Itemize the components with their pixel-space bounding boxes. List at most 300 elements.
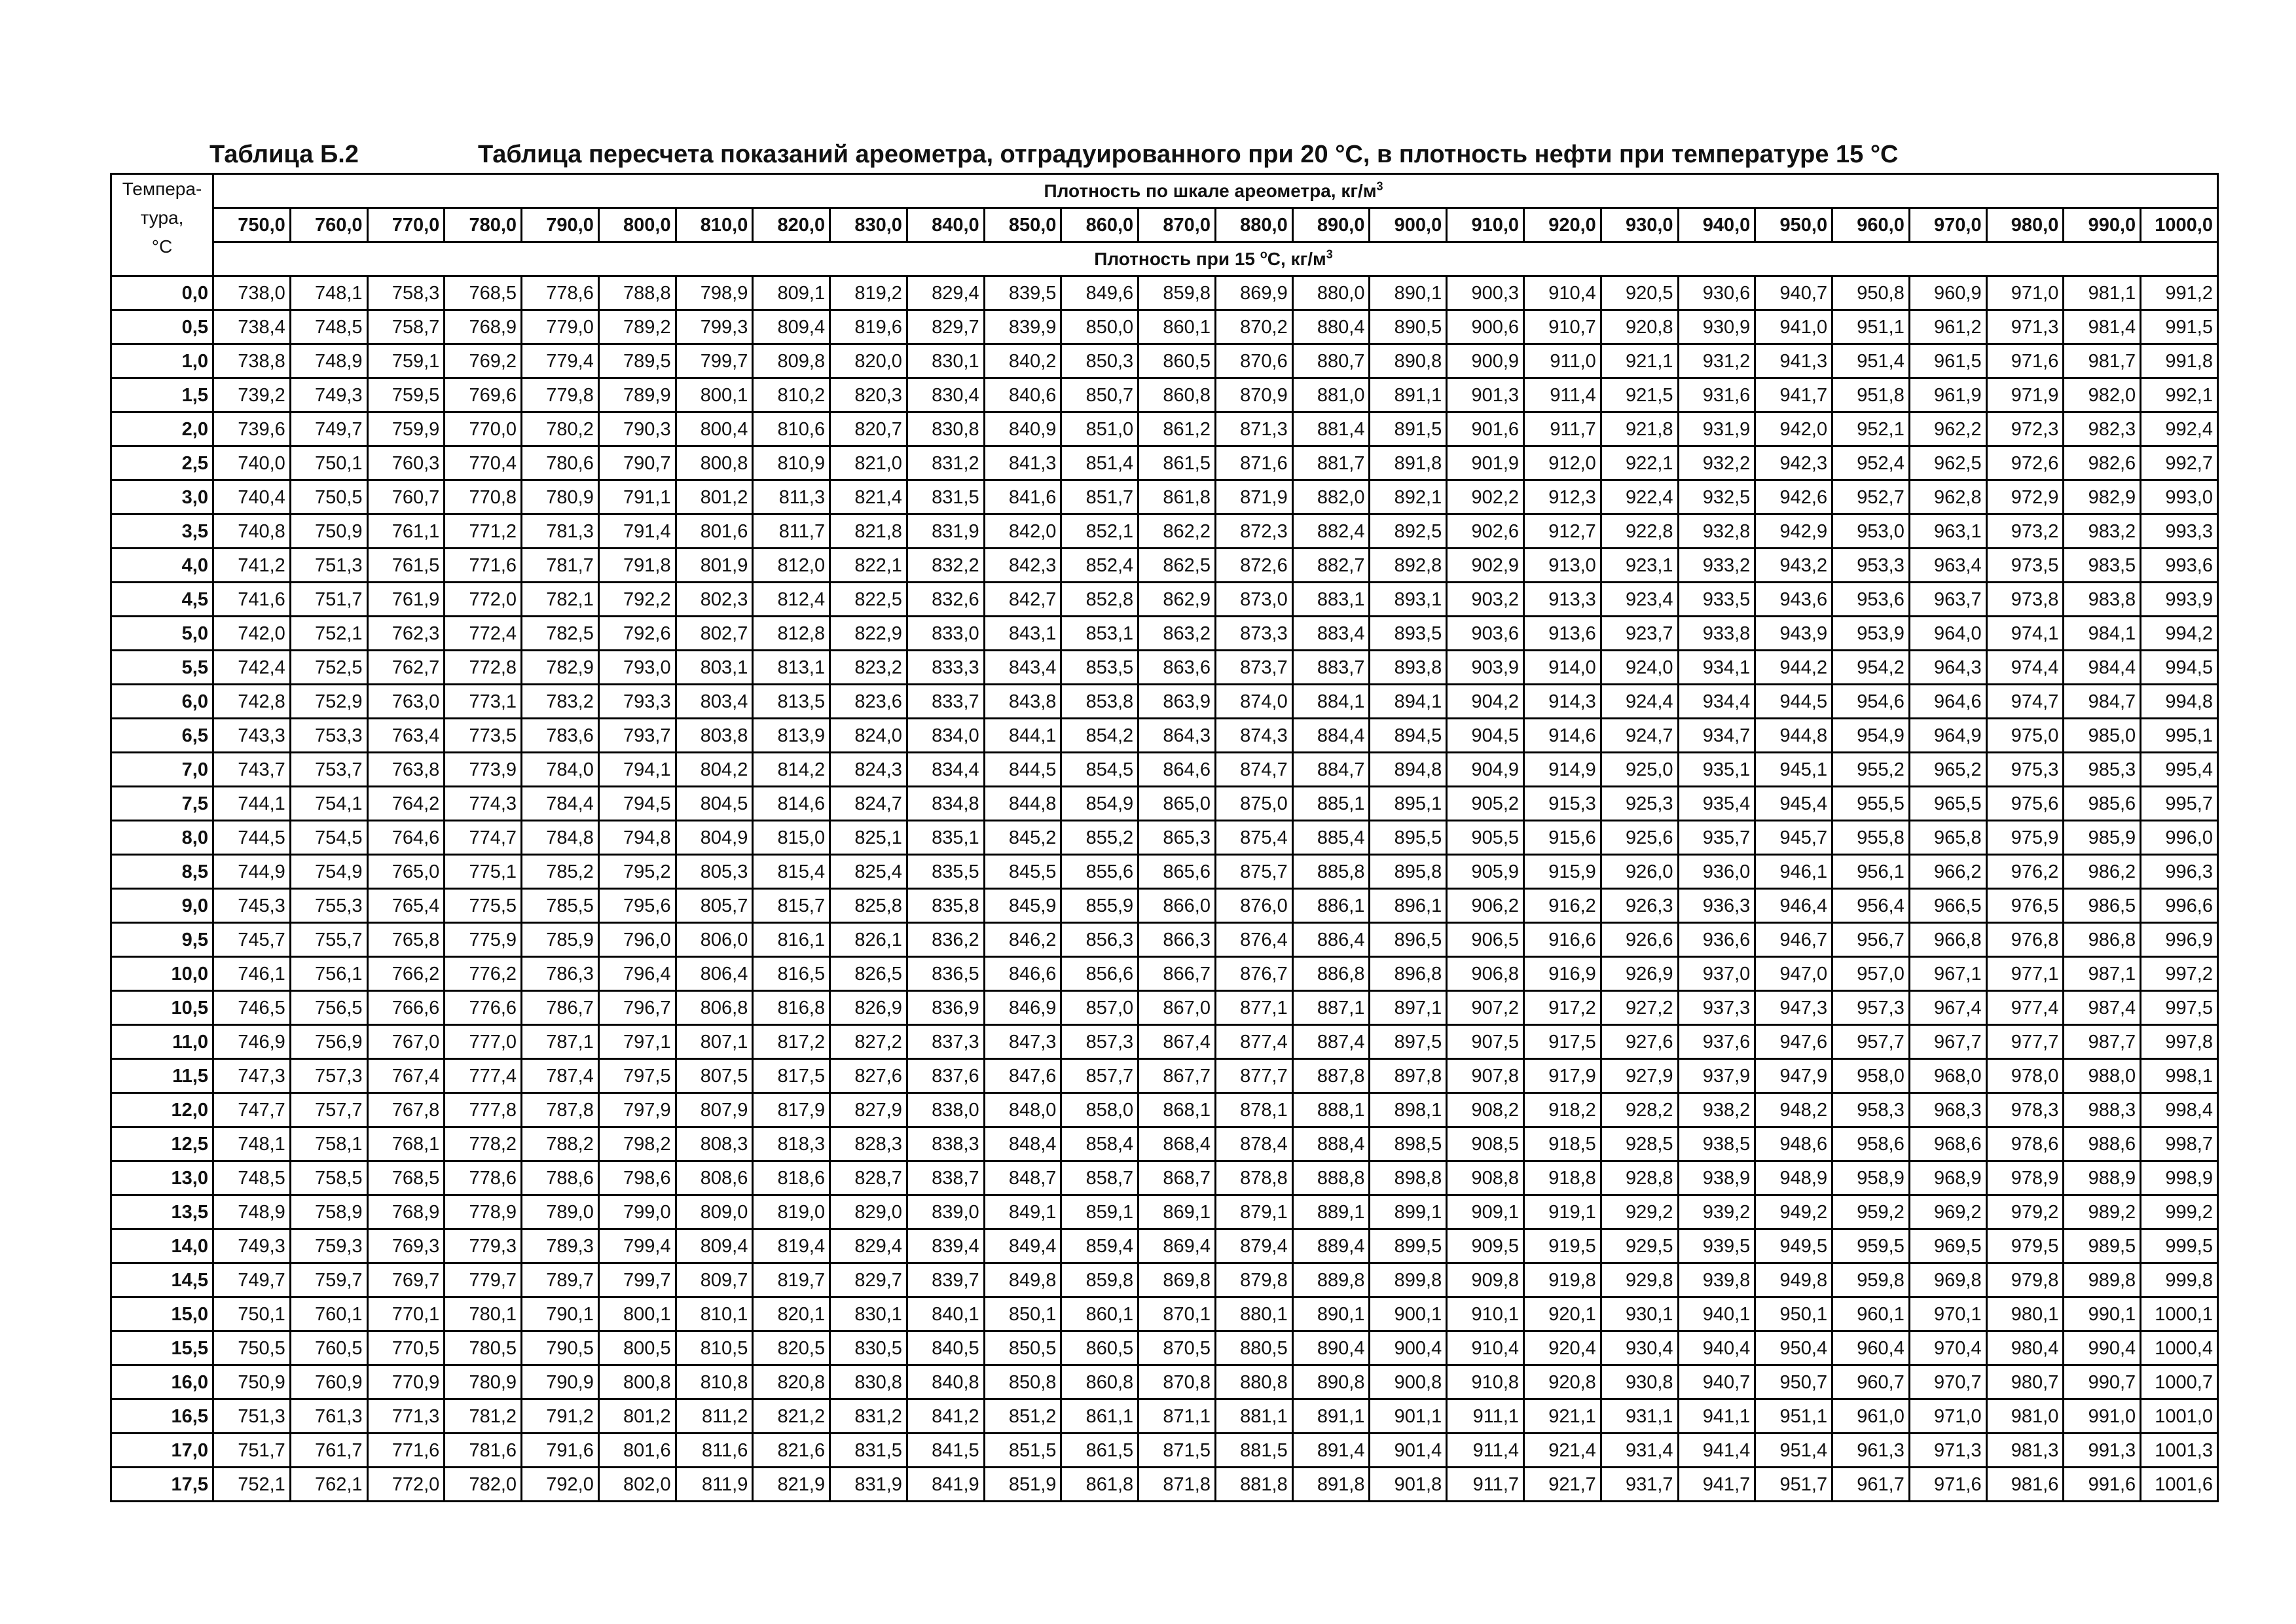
density-cell: 790,7 [598, 446, 676, 480]
column-header: 900,0 [1370, 208, 1447, 242]
density-cell: 958,9 [1832, 1161, 1910, 1195]
density-cell: 950,4 [1755, 1331, 1832, 1365]
density-cell: 850,7 [1061, 378, 1139, 412]
density-cell: 872,3 [1215, 514, 1292, 549]
column-header: 860,0 [1061, 208, 1139, 242]
density-cell: 866,0 [1139, 889, 1216, 923]
density-cell: 796,4 [598, 957, 676, 991]
table-row [111, 344, 2218, 378]
density-15c-header-deg: o [1260, 247, 1267, 261]
density-cell: 950,8 [1832, 276, 1910, 310]
density-cell: 839,9 [984, 310, 1061, 344]
density-cell: 816,8 [753, 991, 830, 1025]
density-cell: 779,0 [522, 310, 599, 344]
density-cell: 984,7 [2064, 685, 2141, 719]
density-cell: 742,4 [213, 651, 291, 685]
density-cell: 820,8 [753, 1365, 830, 1399]
density-cell: 880,0 [1292, 276, 1370, 310]
density-cell: 809,1 [753, 276, 830, 310]
density-cell: 764,6 [367, 821, 445, 855]
density-cell: 856,6 [1061, 957, 1139, 991]
density-cell: 826,5 [830, 957, 907, 991]
table-row [111, 276, 2218, 310]
density-cell: 809,4 [753, 310, 830, 344]
density-cell: 774,7 [445, 821, 522, 855]
density-cell: 861,5 [1139, 446, 1216, 480]
density-cell: 781,3 [522, 514, 599, 549]
density-cell: 758,1 [290, 1127, 367, 1161]
density-cell: 954,9 [1832, 719, 1910, 753]
density-cell: 896,8 [1370, 957, 1447, 991]
density-cell: 961,9 [1909, 378, 1986, 412]
density-cell: 863,2 [1139, 617, 1216, 651]
density-cell: 876,7 [1215, 957, 1292, 991]
density-cell: 985,9 [2064, 821, 2141, 855]
density-cell: 859,4 [1061, 1229, 1139, 1263]
density-cell: 787,4 [522, 1059, 599, 1093]
density-cell: 806,8 [676, 991, 753, 1025]
density-cell: 928,5 [1601, 1127, 1678, 1161]
density-cell: 749,7 [213, 1263, 291, 1297]
density-cell: 971,9 [1986, 378, 2064, 412]
density-cell: 857,0 [1061, 991, 1139, 1025]
density-cell: 870,1 [1139, 1297, 1216, 1331]
density-cell: 801,9 [676, 549, 753, 583]
density-cell: 781,2 [445, 1399, 522, 1434]
density-cell: 960,9 [1909, 276, 1986, 310]
column-header: 780,0 [445, 208, 522, 242]
density-cell: 827,2 [830, 1025, 907, 1059]
density-cell: 804,2 [676, 753, 753, 787]
density-cell: 978,9 [1986, 1161, 2064, 1195]
density-cell: 841,6 [984, 480, 1061, 514]
density-cell: 880,4 [1292, 310, 1370, 344]
density-cell: 797,9 [598, 1093, 676, 1127]
density-cell: 864,6 [1139, 753, 1216, 787]
density-cell: 838,0 [907, 1093, 984, 1127]
density-cell: 976,2 [1986, 855, 2064, 889]
density-cell: 751,3 [290, 549, 367, 583]
density-cell: 865,3 [1139, 821, 1216, 855]
density-cell: 920,8 [1524, 1365, 1601, 1399]
density-cell: 881,0 [1292, 378, 1370, 412]
density-cell: 810,9 [753, 446, 830, 480]
density-cell: 972,3 [1986, 412, 2064, 446]
density-cell: 891,5 [1370, 412, 1447, 446]
density-cell: 890,1 [1292, 1297, 1370, 1331]
density-cell: 891,1 [1292, 1399, 1370, 1434]
density-cell: 940,7 [1678, 1365, 1755, 1399]
density-cell: 789,2 [598, 310, 676, 344]
density-cell: 827,6 [830, 1059, 907, 1093]
density-cell: 991,3 [2064, 1434, 2141, 1468]
density-cell: 941,7 [1755, 378, 1832, 412]
density-cell: 820,1 [753, 1297, 830, 1331]
density-cell: 775,1 [445, 855, 522, 889]
density-cell: 970,7 [1909, 1365, 1986, 1399]
density-cell: 905,5 [1447, 821, 1524, 855]
density-cell: 843,4 [984, 651, 1061, 685]
density-cell: 745,7 [213, 923, 291, 957]
density-cell: 925,0 [1601, 753, 1678, 787]
column-header: 840,0 [907, 208, 984, 242]
table-row [111, 1161, 2218, 1195]
density-cell: 938,5 [1678, 1127, 1755, 1161]
density-cell: 756,5 [290, 991, 367, 1025]
density-cell: 952,4 [1832, 446, 1910, 480]
density-cell: 793,3 [598, 685, 676, 719]
density-cell: 756,1 [290, 957, 367, 991]
density-cell: 785,2 [522, 855, 599, 889]
density-cell: 880,7 [1292, 344, 1370, 378]
density-cell: 768,5 [445, 276, 522, 310]
density-cell: 995,4 [2141, 753, 2218, 787]
density-cell: 848,7 [984, 1161, 1061, 1195]
table-title: Таблица пересчета показаний ареометра, отградуированного при 20 °C, в плотность нефти при температуре 15 °C [478, 141, 1899, 168]
density-cell: 977,4 [1986, 991, 2064, 1025]
column-header: 800,0 [598, 208, 676, 242]
density-cell: 761,7 [290, 1434, 367, 1468]
density-cell: 836,2 [907, 923, 984, 957]
density-cell: 845,2 [984, 821, 1061, 855]
density-cell: 753,3 [290, 719, 367, 753]
density-cell: 843,1 [984, 617, 1061, 651]
density-cell: 906,5 [1447, 923, 1524, 957]
density-cell: 955,2 [1832, 753, 1910, 787]
density-cell: 829,0 [830, 1195, 907, 1229]
density-cell: 840,8 [907, 1365, 984, 1399]
density-cell: 799,4 [598, 1229, 676, 1263]
density-cell: 870,8 [1139, 1365, 1216, 1399]
density-cell: 980,4 [1986, 1331, 2064, 1365]
density-cell: 759,7 [290, 1263, 367, 1297]
density-cell: 978,3 [1986, 1093, 2064, 1127]
density-cell: 810,6 [753, 412, 830, 446]
density-cell: 861,2 [1139, 412, 1216, 446]
density-cell: 757,7 [290, 1093, 367, 1127]
density-cell: 792,6 [598, 617, 676, 651]
density-cell: 932,8 [1678, 514, 1755, 549]
density-cell: 814,6 [753, 787, 830, 821]
density-cell: 832,2 [907, 549, 984, 583]
table-row [111, 1263, 2218, 1297]
density-cell: 839,5 [984, 276, 1061, 310]
density-cell: 760,9 [290, 1365, 367, 1399]
density-cell: 981,3 [1986, 1434, 2064, 1468]
density-cell: 863,9 [1139, 685, 1216, 719]
temperature-cell: 10,0 [111, 957, 213, 991]
density-cell: 763,8 [367, 753, 445, 787]
table-row [111, 1195, 2218, 1229]
density-cell: 966,8 [1909, 923, 1986, 957]
density-cell: 995,1 [2141, 719, 2218, 753]
density-cell: 769,6 [445, 378, 522, 412]
density-cell: 780,5 [445, 1331, 522, 1365]
density-cell: 830,5 [830, 1331, 907, 1365]
density-cell: 841,3 [984, 446, 1061, 480]
density-cell: 758,9 [290, 1195, 367, 1229]
density-cell: 898,1 [1370, 1093, 1447, 1127]
density-cell: 853,1 [1061, 617, 1139, 651]
density-cell: 846,2 [984, 923, 1061, 957]
density-cell: 871,6 [1215, 446, 1292, 480]
density-cell: 845,9 [984, 889, 1061, 923]
density-cell: 924,0 [1601, 651, 1678, 685]
density-cell: 763,4 [367, 719, 445, 753]
density-cell: 750,1 [213, 1297, 291, 1331]
density-cell: 968,0 [1909, 1059, 1986, 1093]
column-header: 790,0 [522, 208, 599, 242]
density-cell: 795,2 [598, 855, 676, 889]
density-cell: 801,6 [676, 514, 753, 549]
density-cell: 941,1 [1678, 1399, 1755, 1434]
density-cell: 991,8 [2141, 344, 2218, 378]
density-cell: 883,4 [1292, 617, 1370, 651]
density-cell: 962,8 [1909, 480, 1986, 514]
density-cell: 992,4 [2141, 412, 2218, 446]
density-cell: 964,0 [1909, 617, 1986, 651]
density-cell: 820,7 [830, 412, 907, 446]
density-cell: 789,3 [522, 1229, 599, 1263]
density-cell: 918,2 [1524, 1093, 1601, 1127]
density-cell: 851,7 [1061, 480, 1139, 514]
density-cell: 848,0 [984, 1093, 1061, 1127]
column-header: 980,0 [1986, 208, 2064, 242]
density-cell: 761,5 [367, 549, 445, 583]
density-cell: 894,5 [1370, 719, 1447, 753]
table-row [111, 1297, 2218, 1331]
density-cell: 945,4 [1755, 787, 1832, 821]
density-cell: 889,8 [1292, 1263, 1370, 1297]
density-cell: 979,2 [1986, 1195, 2064, 1229]
density-cell: 744,9 [213, 855, 291, 889]
density-cell: 801,2 [598, 1399, 676, 1434]
density-cell: 947,3 [1755, 991, 1832, 1025]
density-cell: 911,1 [1447, 1399, 1524, 1434]
density-cell: 850,5 [984, 1331, 1061, 1365]
density-cell: 849,4 [984, 1229, 1061, 1263]
density-cell: 967,1 [1909, 957, 1986, 991]
temperature-cell: 15,5 [111, 1331, 213, 1365]
density-cell: 886,1 [1292, 889, 1370, 923]
density-cell: 751,7 [213, 1434, 291, 1468]
density-cell: 912,7 [1524, 514, 1601, 549]
density-cell: 991,2 [2141, 276, 2218, 310]
density-cell: 750,9 [213, 1365, 291, 1399]
density-cell: 950,1 [1755, 1297, 1832, 1331]
density-cell: 821,6 [753, 1434, 830, 1468]
density-cell: 744,5 [213, 821, 291, 855]
density-cell: 961,2 [1909, 310, 1986, 344]
density-cell: 834,4 [907, 753, 984, 787]
density-cell: 971,3 [1986, 310, 2064, 344]
column-header: 850,0 [984, 208, 1061, 242]
density-cell: 870,9 [1215, 378, 1292, 412]
density-cell: 793,0 [598, 651, 676, 685]
density-cell: 931,2 [1678, 344, 1755, 378]
density-cell: 811,6 [676, 1434, 753, 1468]
density-cell: 847,3 [984, 1025, 1061, 1059]
density-cell: 932,2 [1678, 446, 1755, 480]
density-cell: 838,7 [907, 1161, 984, 1195]
density-cell: 879,4 [1215, 1229, 1292, 1263]
table-row [111, 1127, 2218, 1161]
density-cell: 956,4 [1832, 889, 1910, 923]
density-cell: 915,9 [1524, 855, 1601, 889]
column-header: 910,0 [1447, 208, 1524, 242]
density-cell: 764,2 [367, 787, 445, 821]
density-cell: 987,1 [2064, 957, 2141, 991]
density-cell: 880,5 [1215, 1331, 1292, 1365]
density-cell: 784,0 [522, 753, 599, 787]
density-cell: 772,8 [445, 651, 522, 685]
density-cell: 997,2 [2141, 957, 2218, 991]
density-cell: 840,2 [984, 344, 1061, 378]
density-cell: 797,5 [598, 1059, 676, 1093]
density-cell: 926,9 [1601, 957, 1678, 991]
density-cell: 813,5 [753, 685, 830, 719]
density-cell: 860,8 [1061, 1365, 1139, 1399]
density-cell: 930,8 [1601, 1365, 1678, 1399]
density-cell: 974,4 [1986, 651, 2064, 685]
density-cell: 992,7 [2141, 446, 2218, 480]
density-cell: 835,8 [907, 889, 984, 923]
density-cell: 741,6 [213, 583, 291, 617]
density-cell: 974,7 [1986, 685, 2064, 719]
density-cell: 789,0 [522, 1195, 599, 1229]
density-cell: 820,3 [830, 378, 907, 412]
density-cell: 921,1 [1601, 344, 1678, 378]
density-cell: 752,5 [290, 651, 367, 685]
density-cell: 840,5 [907, 1331, 984, 1365]
density-cell: 861,8 [1061, 1468, 1139, 1502]
column-header: 830,0 [830, 208, 907, 242]
density-cell: 782,0 [445, 1468, 522, 1502]
density-cell: 939,8 [1678, 1263, 1755, 1297]
density-cell: 945,1 [1755, 753, 1832, 787]
density-cell: 930,9 [1678, 310, 1755, 344]
density-cell: 870,5 [1139, 1331, 1216, 1365]
density-cell: 959,8 [1832, 1263, 1910, 1297]
density-cell: 885,1 [1292, 787, 1370, 821]
density-cell: 921,4 [1524, 1434, 1601, 1468]
density-cell: 955,8 [1832, 821, 1910, 855]
density-cell: 977,1 [1986, 957, 2064, 991]
density-cell: 998,4 [2141, 1093, 2218, 1127]
header-row-columns [111, 208, 2218, 242]
density-cell: 942,3 [1755, 446, 1832, 480]
density-cell: 759,9 [367, 412, 445, 446]
table-row [111, 1434, 2218, 1468]
density-cell: 799,0 [598, 1195, 676, 1229]
temperature-cell: 2,5 [111, 446, 213, 480]
density-cell: 910,1 [1447, 1297, 1524, 1331]
density-cell: 989,8 [2064, 1263, 2141, 1297]
density-cell: 925,6 [1601, 821, 1678, 855]
density-cell: 986,5 [2064, 889, 2141, 923]
density-cell: 800,4 [676, 412, 753, 446]
density-cell: 916,2 [1524, 889, 1601, 923]
density-cell: 956,7 [1832, 923, 1910, 957]
density-cell: 942,6 [1755, 480, 1832, 514]
density-cell: 930,6 [1678, 276, 1755, 310]
density-cell: 754,5 [290, 821, 367, 855]
column-header: 810,0 [676, 208, 753, 242]
density-cell: 825,1 [830, 821, 907, 855]
density-cell: 879,1 [1215, 1195, 1292, 1229]
density-cell: 933,2 [1678, 549, 1755, 583]
density-cell: 943,9 [1755, 617, 1832, 651]
density-cell: 949,2 [1755, 1195, 1832, 1229]
density-cell: 885,4 [1292, 821, 1370, 855]
density-cell: 910,4 [1524, 276, 1601, 310]
density-cell: 840,9 [984, 412, 1061, 446]
density-cell: 779,4 [522, 344, 599, 378]
density-cell: 940,7 [1755, 276, 1832, 310]
table-body [111, 276, 2218, 1502]
density-cell: 768,9 [445, 310, 522, 344]
density-cell: 758,5 [290, 1161, 367, 1195]
density-cell: 963,1 [1909, 514, 1986, 549]
density-cell: 823,6 [830, 685, 907, 719]
density-cell: 828,3 [830, 1127, 907, 1161]
density-cell: 963,7 [1909, 583, 1986, 617]
density-cell: 988,6 [2064, 1127, 2141, 1161]
density-cell: 811,2 [676, 1399, 753, 1434]
density-cell: 988,9 [2064, 1161, 2141, 1195]
temperature-cell: 6,0 [111, 685, 213, 719]
density-cell: 819,2 [830, 276, 907, 310]
density-cell: 805,7 [676, 889, 753, 923]
density-cell: 810,1 [676, 1297, 753, 1331]
density-cell: 860,5 [1139, 344, 1216, 378]
density-cell: 948,9 [1755, 1161, 1832, 1195]
density-cell: 767,4 [367, 1059, 445, 1093]
density-cell: 810,8 [676, 1365, 753, 1399]
density-cell: 798,2 [598, 1127, 676, 1161]
density-cell: 937,6 [1678, 1025, 1755, 1059]
density-cell: 914,0 [1524, 651, 1601, 685]
density-cell: 951,7 [1755, 1468, 1832, 1502]
density-cell: 861,1 [1061, 1399, 1139, 1434]
header-row-scale [111, 174, 2218, 208]
density-cell: 968,3 [1909, 1093, 1986, 1127]
density-cell: 913,3 [1524, 583, 1601, 617]
temperature-cell: 14,0 [111, 1229, 213, 1263]
density-cell: 840,1 [907, 1297, 984, 1331]
density-cell: 914,9 [1524, 753, 1601, 787]
density-cell: 993,9 [2141, 583, 2218, 617]
density-cell: 749,3 [290, 378, 367, 412]
density-cell: 773,5 [445, 719, 522, 753]
density-cell: 859,8 [1139, 276, 1216, 310]
density-cell: 960,7 [1832, 1365, 1910, 1399]
density-cell: 868,4 [1139, 1127, 1216, 1161]
density-cell: 780,2 [522, 412, 599, 446]
density-cell: 843,8 [984, 685, 1061, 719]
table-row [111, 855, 2218, 889]
column-header: 930,0 [1601, 208, 1678, 242]
density-cell: 755,3 [290, 889, 367, 923]
density-cell: 937,0 [1678, 957, 1755, 991]
density-cell: 903,6 [1447, 617, 1524, 651]
density-cell: 871,1 [1139, 1399, 1216, 1434]
density-cell: 847,6 [984, 1059, 1061, 1093]
density-cell: 812,4 [753, 583, 830, 617]
density-cell: 767,8 [367, 1093, 445, 1127]
density-cell: 952,1 [1832, 412, 1910, 446]
column-header: 820,0 [753, 208, 830, 242]
